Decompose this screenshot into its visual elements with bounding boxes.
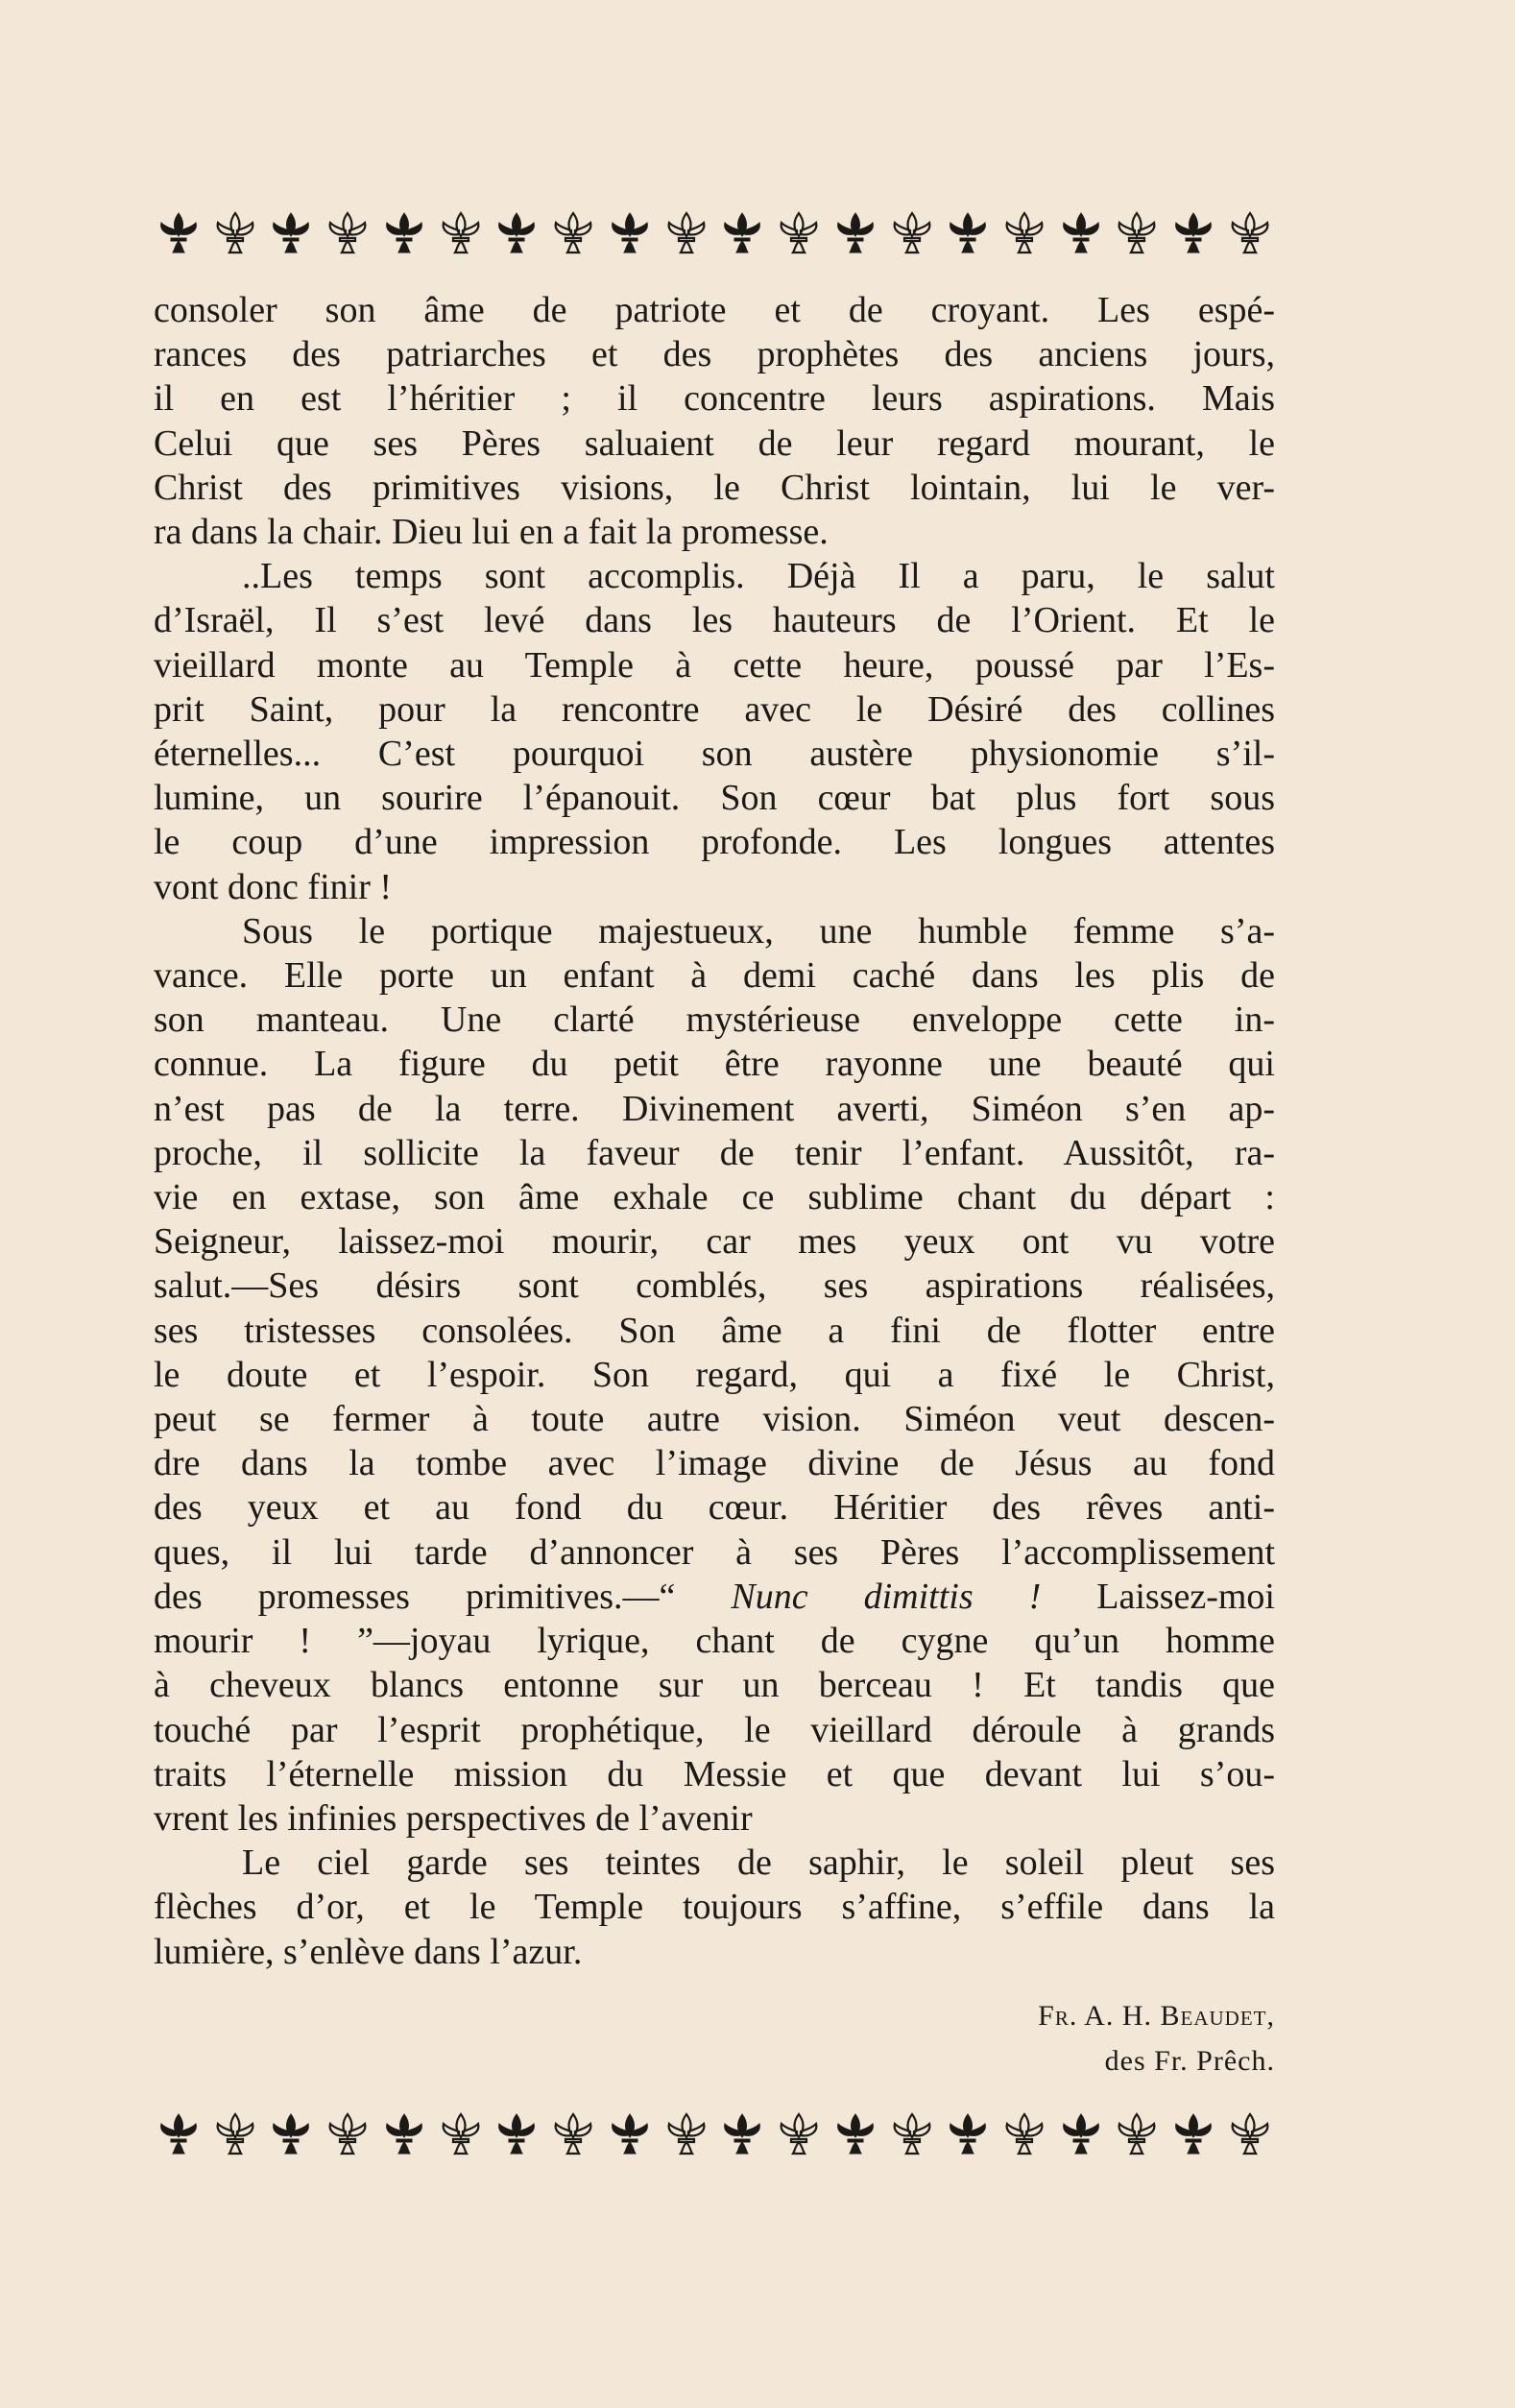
text-line: Sous le portique majestueux, une humble femme s’a- (242, 910, 1275, 951)
paragraph (154, 288, 1275, 554)
text-line: ra dans la chair. Dieu lui en a fait la promesse. (154, 512, 829, 553)
fleur-de-lis-icon (605, 207, 655, 257)
fleur-de-lis-icon (774, 2108, 824, 2158)
fleur-de-lis-icon (943, 207, 993, 257)
top-ornament-border (154, 204, 1275, 261)
fleur-de-lis-icon (999, 2108, 1049, 2158)
fleur-de-lis-icon (1225, 2108, 1275, 2158)
fleur-de-lis-icon (830, 207, 880, 257)
text-line: vie en extase, son âme exhale ce sublime chant du départ : (154, 1177, 1275, 1218)
text-line: le coup d’une impression profonde. Les longues attentes (154, 822, 1275, 863)
fleur-de-lis-icon (1168, 2108, 1218, 2158)
text-line: salut.—Ses désirs sont comblés, ses aspirations réalisées, (154, 1265, 1275, 1307)
fleur-de-lis-icon (717, 2108, 767, 2158)
text-line: le doute et l’espoir. Son regard, qui a fixé le Christ, (154, 1354, 1275, 1395)
fleur-de-lis-icon (1056, 2108, 1106, 2158)
text-line: à cheveux blancs entonne sur un berceau ! Et tandis que (154, 1665, 1275, 1706)
fleur-de-lis-icon (1225, 207, 1275, 257)
text-line: éternelles... C’est pourquoi son austère physionomie s’il- (154, 734, 1275, 775)
bottom-ornament-border (154, 2105, 1275, 2162)
fleur-de-lis-icon (379, 2108, 429, 2158)
paragraph (154, 554, 1275, 909)
paragraph (154, 1841, 1275, 1974)
text-line: proche, il sollicite la faveur de tenir l’enfant. Aussitôt, ra- (154, 1132, 1275, 1173)
italic-quote: Nunc dimittis ! (731, 1576, 1042, 1617)
fleur-de-lis-icon (605, 2108, 655, 2158)
text-line: son manteau. Une clarté mystérieuse enveloppe cette in- (154, 999, 1275, 1041)
fleur-de-lis-icon (436, 207, 486, 257)
fleur-de-lis-icon (436, 2108, 486, 2158)
fleur-de-lis-icon (492, 2108, 541, 2158)
text-line (154, 1575, 1275, 1619)
fleur-de-lis-icon (548, 2108, 598, 2158)
fleur-de-lis-icon (774, 207, 824, 257)
fleur-de-lis-icon (492, 207, 541, 257)
fleur-de-lis-icon (1056, 207, 1106, 257)
fleur-de-lis-icon (323, 2108, 373, 2158)
paragraph (154, 909, 1275, 1841)
text-line: flèches d’or, et le Temple toujours s’affine, s’effile dans la (154, 1887, 1275, 1928)
fleur-de-lis-icon (661, 2108, 711, 2158)
fleur-de-lis-icon (323, 207, 373, 257)
text-line: n’est pas de la terre. Divinement averti, Siméon s’en ap- (154, 1088, 1275, 1129)
text-line: vont donc finir ! (154, 866, 393, 907)
text-line: prit Saint, pour la rencontre avec le Désiré des collines (154, 688, 1275, 730)
text-line: vrent les infinies perspectives de l’avenir (154, 1797, 753, 1839)
fleur-de-lis-icon (1112, 207, 1162, 257)
text-line: connue. La figure du petit être rayonne une beauté qui (154, 1044, 1275, 1085)
text-line: vieillard monte au Temple à cette heure, poussé par l’Es- (154, 644, 1275, 686)
fleur-de-lis-icon (717, 207, 767, 257)
fleur-de-lis-icon (1168, 207, 1218, 257)
text-line: ques, il lui tarde d’annoncer à ses Pères l’accomplissement (154, 1531, 1275, 1573)
fleur-de-lis-icon (548, 207, 598, 257)
fleur-de-lis-icon (887, 207, 937, 257)
text-line: ses tristesses consolées. Son âme a fini de flotter entre (154, 1310, 1275, 1351)
text-line: mourir ! ”—joyau lyrique, chant de cygne qu’un homme (154, 1621, 1275, 1662)
text-segment: Laissez-moi (1041, 1576, 1275, 1617)
fleur-de-lis-icon (999, 207, 1049, 257)
text-line: d’Israël, Il s’est levé dans les hauteurs de l’Orient. Et le (154, 600, 1275, 641)
fleur-de-lis-icon (943, 2108, 993, 2158)
text-line: traits l’éternelle mission du Messie et que devant lui s’ou- (154, 1753, 1275, 1794)
fleur-de-lis-icon (379, 207, 429, 257)
fleur-de-lis-icon (830, 2108, 880, 2158)
text-line: il en est l’héritier ; il concentre leurs aspirations. Mais (154, 378, 1275, 420)
text-line: vance. Elle porte un enfant à demi caché dans les plis de (154, 955, 1275, 997)
fleur-de-lis-icon (266, 2108, 316, 2158)
article-body (154, 288, 1275, 1974)
fleur-de-lis-icon (661, 207, 711, 257)
text-line: Christ des primitives visions, le Christ lointain, lui le ver- (154, 467, 1275, 508)
author-order: des Fr. Prêch. (1104, 2045, 1275, 2077)
text-line: ..Les temps sont accomplis. Déjà Il a paru, le salut (242, 556, 1275, 597)
text-line: Seigneur, laissez-moi mourir, car mes yeux ont vu votre (154, 1221, 1275, 1263)
fleur-de-lis-icon (1112, 2108, 1162, 2158)
text-line: peut se fermer à toute autre vision. Siméon veut descen- (154, 1399, 1275, 1440)
text-line: dre dans la tombe avec l’image divine de Jésus au fond (154, 1443, 1275, 1484)
text-segment: des promesses primitives.—“ (154, 1576, 732, 1617)
text-line: des yeux et au fond du cœur. Héritier des rêves anti- (154, 1487, 1275, 1529)
fleur-de-lis-icon (210, 2108, 260, 2158)
text-line: Celui que ses Pères saluaient de leur regard mourant, le (154, 422, 1275, 464)
text-line: lumière, s’enlève dans l’azur. (154, 1931, 583, 1972)
text-line: lumine, un sourire l’épanouit. Son cœur bat plus fort sous (154, 778, 1275, 819)
fleur-de-lis-icon (887, 2108, 937, 2158)
fleur-de-lis-icon (154, 2108, 204, 2158)
fleur-de-lis-icon (210, 207, 260, 257)
author-signature: Fr. A. H. Beaudet, (1038, 2000, 1275, 2032)
text-line: rances des patriarches et des prophètes des anciens jours, (154, 334, 1275, 375)
text-line: Le ciel garde ses teintes de saphir, le soleil pleut ses (242, 1842, 1275, 1884)
text-line: touché par l’esprit prophétique, le vieillard déroule à grands (154, 1709, 1275, 1750)
text-line: consoler son âme de patriote et de croyant. Les espé- (154, 290, 1275, 330)
fleur-de-lis-icon (266, 207, 316, 257)
fleur-de-lis-icon (154, 207, 204, 257)
